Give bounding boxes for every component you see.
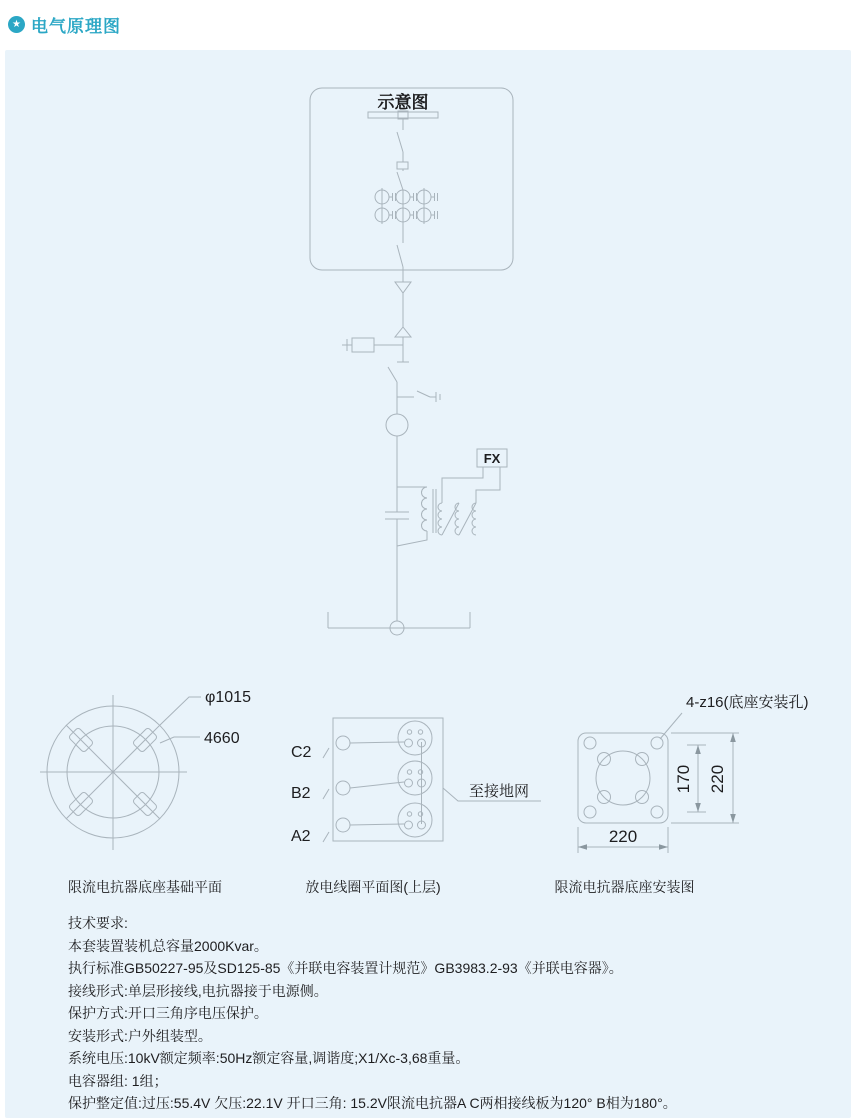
tech-line: 保护方式:开口三角序电压保护。 — [68, 1005, 268, 1021]
disconnector-blade — [397, 245, 403, 267]
ground-bus — [328, 612, 470, 635]
tech-heading: 技术要求: — [68, 915, 128, 931]
foundation-plan-diagram — [30, 675, 270, 860]
secondary-winding — [438, 503, 442, 535]
label-tick — [323, 748, 329, 758]
tech-line: 本套装置装机总容量2000Kvar。 — [68, 937, 268, 954]
leader-line — [660, 713, 682, 739]
leader-line — [160, 737, 200, 743]
caption-discharge-coil-plan: 放电线圈平面图(上层) — [305, 879, 441, 895]
disconnector-blade — [397, 132, 403, 152]
current-transformer — [386, 414, 408, 436]
page-title: 电气原理图 — [31, 17, 121, 36]
star-badge-icon: ★ — [8, 16, 25, 33]
tech-requirements — [68, 912, 677, 1115]
caption-base-mount-plan: 限流电抗器底座安装图 — [554, 879, 695, 895]
phase-wire — [350, 742, 404, 743]
label-tick — [323, 832, 329, 842]
circuit-breaker — [397, 162, 408, 169]
single-line-diagram — [300, 80, 520, 640]
tech-line: 保护整定值:过压:55.4V 欠压:22.1V 开口三角: 15.2V限流电抗器A C两相接线板为120° B相为180°。 — [68, 1095, 677, 1111]
hole-note: 4-z16(底座安装孔) — [686, 694, 809, 711]
coil-b — [398, 761, 432, 795]
leader-line — [160, 697, 201, 725]
earthing-switch — [397, 391, 440, 402]
schematic-title: 示意图 — [377, 93, 429, 112]
mounting-hole — [584, 806, 596, 818]
bolt-circle-dimension: 4660 — [204, 730, 240, 747]
dim-inner-label: 170 — [674, 764, 693, 794]
cubicle-outline — [310, 88, 513, 270]
capacitor-bank — [375, 188, 438, 224]
cable-terminal-down — [395, 282, 411, 293]
coil-c — [398, 721, 432, 755]
tech-line: 执行标准GB50227-95及SD125-85《并联电容装置计规范》GB3983.2-93《并联电容器》。 — [68, 960, 623, 976]
discharge-coil-plan-diagram — [285, 700, 555, 850]
cable-terminal-up — [395, 327, 411, 337]
dim-side-label: 220 — [708, 764, 727, 794]
reactor-body-circle — [596, 751, 650, 805]
caption-foundation-plan: 限流电抗器底座基础平面 — [68, 879, 222, 895]
tech-line: 接线形式:单层形接线,电抗器接于电源侧。 — [68, 982, 328, 999]
tech-line: 电容器组: 1组； — [68, 1072, 168, 1089]
disconnector-blade — [388, 367, 397, 382]
discharge-coil-transformer — [397, 449, 507, 546]
terminal — [336, 818, 350, 832]
dimension-170 — [674, 745, 706, 812]
mounting-hole — [651, 737, 663, 749]
terminal — [336, 781, 350, 795]
dimension-220-bottom — [578, 827, 668, 853]
label-tick — [323, 789, 329, 799]
mounting-hole — [584, 737, 596, 749]
ground-note: 至接地网 — [469, 783, 530, 800]
terminal — [336, 736, 350, 750]
coil-a — [398, 803, 432, 837]
dim-width-label: 220 — [608, 827, 638, 846]
mounting-hole — [651, 806, 663, 818]
phase-label-b2: B2 — [291, 785, 311, 802]
arrester-branch — [342, 338, 403, 352]
phase-wire — [350, 782, 404, 788]
phase-wire — [350, 824, 404, 825]
tech-line: 安装形式:户外组装型。 — [68, 1027, 212, 1044]
fx-label: FX — [483, 451, 501, 466]
phase-label-a2: A2 — [291, 828, 311, 845]
base-mount-diagram — [565, 685, 855, 860]
diameter-dimension: φ1015 — [205, 689, 251, 706]
primary-winding — [422, 487, 428, 531]
base-plate — [578, 733, 668, 823]
busbar — [368, 111, 438, 119]
page-header — [8, 12, 121, 37]
tech-line: 系统电压:10kV额定频率:50Hz额定容量,调谐度;X1/Xc-3,68重量。 — [68, 1050, 470, 1066]
phase-label-c2: C2 — [291, 744, 312, 761]
disconnector-blade — [397, 172, 403, 190]
